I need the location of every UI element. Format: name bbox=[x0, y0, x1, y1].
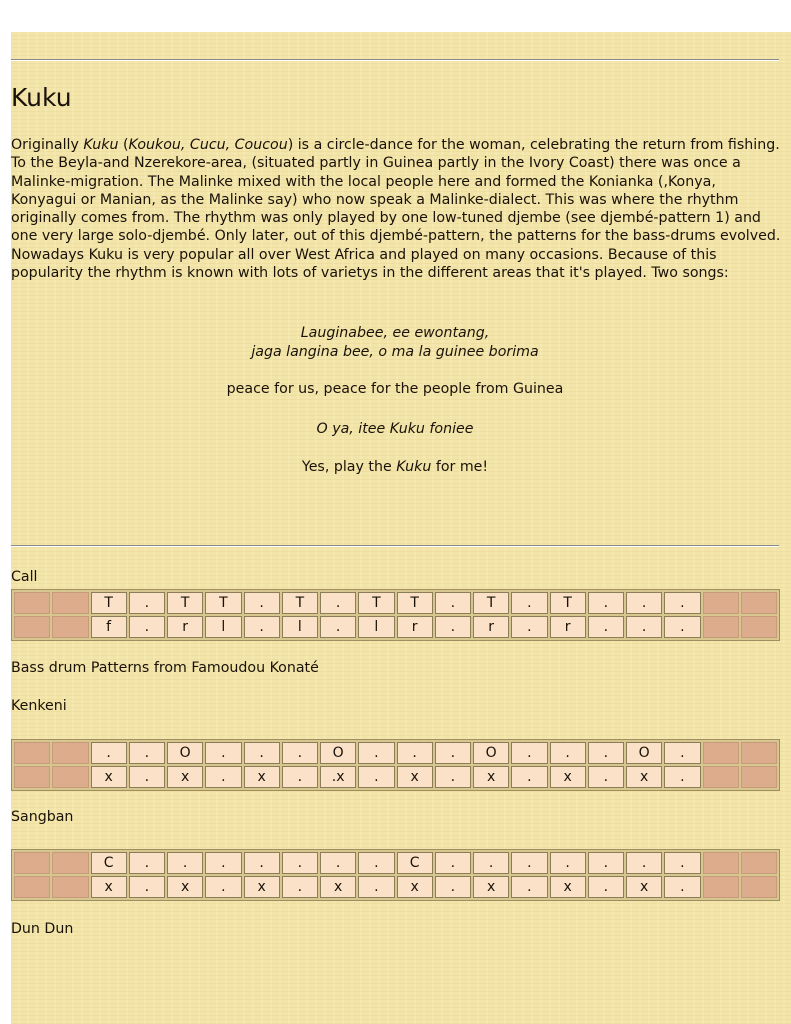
pattern-cell: T bbox=[205, 592, 241, 614]
left-margin bbox=[0, 0, 11, 1024]
pattern-cell: . bbox=[664, 876, 700, 898]
pattern-cell: . bbox=[397, 742, 433, 764]
pattern-cell: . bbox=[664, 766, 700, 788]
pattern-side-cell bbox=[703, 876, 739, 898]
pattern-cell: l bbox=[282, 616, 318, 638]
page-title: Kuku bbox=[11, 83, 72, 112]
pattern-cell: x bbox=[91, 766, 127, 788]
pattern-cell: . bbox=[282, 742, 318, 764]
pattern-cell: . bbox=[511, 592, 547, 614]
pattern-cell: . bbox=[435, 876, 471, 898]
pattern-cell: . bbox=[282, 766, 318, 788]
pattern-cell: . bbox=[664, 852, 700, 874]
pattern-side-cell bbox=[14, 592, 50, 614]
pattern-side-cell bbox=[741, 592, 777, 614]
pattern-cell: r bbox=[167, 616, 203, 638]
pattern-cell: x bbox=[626, 766, 662, 788]
pattern-cell: x bbox=[91, 876, 127, 898]
pattern-cell: . bbox=[550, 852, 586, 874]
pattern-cell: . bbox=[129, 742, 165, 764]
pattern-cell: . bbox=[588, 616, 624, 638]
pattern-cell: x bbox=[167, 876, 203, 898]
call-pattern-table bbox=[11, 589, 780, 641]
intro-paragraph-1: Originally Kuku (Koukou, Cucu, Coucou) is a circle-dance for the woman, celebrating the return from fishing. To the Beyla-and Nzerekore-area, (situated partly in Guinea partly in the Ivory Coast) there was once a Malinke-migration. The Malinke mixed with the local people here and formed the Konianka (,Konya, Konyagui or Manian, as the Malinke say) who now speak a Malinke-dialect. This was where the rhythm originally comes from. The rhythm was only played by one low-tuned djembe (see djembé-pattern 1) and one very large solo-djembé. Only later, out of this djembé-pattern, the patterns for the bass-drums evolved. bbox=[11, 137, 781, 245]
pattern-side-cell bbox=[14, 766, 50, 788]
pattern-cell: O bbox=[626, 742, 662, 764]
song-line-2: jaga langina bee, o ma la guinee borima bbox=[251, 344, 539, 360]
pattern-cell: x bbox=[320, 876, 356, 898]
pattern-cell: . bbox=[205, 742, 241, 764]
pattern-row bbox=[14, 616, 777, 638]
pattern-cell: x bbox=[473, 766, 509, 788]
pattern-side-cell bbox=[703, 742, 739, 764]
pattern-side-cell bbox=[741, 742, 777, 764]
bass-heading: Bass drum Patterns from Famoudou Konaté bbox=[11, 660, 319, 676]
sangban-label: Sangban bbox=[11, 809, 74, 825]
pattern-row bbox=[14, 766, 777, 788]
pattern-side-cell bbox=[52, 616, 88, 638]
pattern-cell: T bbox=[473, 592, 509, 614]
pattern-row bbox=[14, 592, 777, 614]
intro-text bbox=[11, 136, 783, 282]
pattern-cell: . bbox=[511, 766, 547, 788]
pattern-side-cell bbox=[52, 852, 88, 874]
pattern-side-cell bbox=[52, 592, 88, 614]
pattern-cell: . bbox=[244, 852, 280, 874]
pattern-cell: . bbox=[320, 616, 356, 638]
pattern-cell: . bbox=[91, 742, 127, 764]
pattern-cell: . bbox=[244, 592, 280, 614]
pattern-cell: . bbox=[244, 742, 280, 764]
kenkeni-pattern-table bbox=[11, 739, 780, 791]
pattern-side-cell bbox=[741, 876, 777, 898]
pattern-cell: . bbox=[511, 742, 547, 764]
pattern-cell: . bbox=[435, 852, 471, 874]
dundun-label: Dun Dun bbox=[11, 921, 74, 937]
pattern-cell: . bbox=[664, 616, 700, 638]
pattern-cell: T bbox=[397, 592, 433, 614]
kenkeni-label: Kenkeni bbox=[11, 698, 67, 714]
pattern-side-cell bbox=[14, 876, 50, 898]
pattern-cell: . bbox=[511, 852, 547, 874]
pattern-cell: x bbox=[167, 766, 203, 788]
pattern-cell: . bbox=[320, 592, 356, 614]
pattern-side-cell bbox=[741, 766, 777, 788]
song-line-4: O ya, itee Kuku foniee bbox=[316, 421, 474, 437]
pattern-cell: . bbox=[626, 852, 662, 874]
pattern-cell: . bbox=[664, 592, 700, 614]
pattern-cell: . bbox=[282, 852, 318, 874]
pattern-side-cell bbox=[703, 852, 739, 874]
pattern-cell: . bbox=[358, 876, 394, 898]
pattern-row bbox=[14, 742, 777, 764]
pattern-cell: T bbox=[358, 592, 394, 614]
pattern-cell: O bbox=[320, 742, 356, 764]
pattern-cell: . bbox=[435, 616, 471, 638]
pattern-cell: . bbox=[129, 616, 165, 638]
pattern-row bbox=[14, 876, 777, 898]
pattern-cell: . bbox=[435, 766, 471, 788]
pattern-cell: . bbox=[588, 592, 624, 614]
pattern-cell: . bbox=[626, 592, 662, 614]
pattern-side-cell bbox=[14, 852, 50, 874]
pattern-cell: l bbox=[358, 616, 394, 638]
pattern-cell: . bbox=[550, 742, 586, 764]
song-translation: peace for us, peace for the people from Guinea bbox=[226, 381, 564, 397]
intro-paragraph-2: Nowadays Kuku is very popular all over West Africa and played on many occasions. Because of this popularity the rhythm is known with lots of varietys in the different areas that it's played. Two songs: bbox=[11, 246, 729, 282]
pattern-cell: T bbox=[91, 592, 127, 614]
pattern-side-cell bbox=[703, 616, 739, 638]
pattern-side-cell bbox=[741, 852, 777, 874]
pattern-cell: O bbox=[167, 742, 203, 764]
pattern-cell: . bbox=[358, 742, 394, 764]
pattern-cell: . bbox=[358, 766, 394, 788]
pattern-cell: . bbox=[129, 876, 165, 898]
pattern-cell: . bbox=[167, 852, 203, 874]
pattern-cell: . bbox=[129, 766, 165, 788]
song-line-1: Lauginabee, ee ewontang, bbox=[300, 325, 490, 341]
pattern-cell: T bbox=[550, 592, 586, 614]
pattern-cell: T bbox=[282, 592, 318, 614]
pattern-cell: . bbox=[511, 876, 547, 898]
pattern-cell: x bbox=[550, 766, 586, 788]
pattern-side-cell bbox=[741, 616, 777, 638]
pattern-cell: C bbox=[397, 852, 433, 874]
pattern-side-cell bbox=[52, 876, 88, 898]
pattern-cell: . bbox=[129, 592, 165, 614]
horizontal-rule bbox=[11, 545, 779, 547]
pattern-side-cell bbox=[703, 592, 739, 614]
pattern-side-cell bbox=[14, 616, 50, 638]
pattern-cell: x bbox=[473, 876, 509, 898]
song-verse bbox=[11, 324, 779, 362]
pattern-cell: . bbox=[282, 876, 318, 898]
pattern-cell: . bbox=[588, 876, 624, 898]
pattern-cell: r bbox=[473, 616, 509, 638]
pattern-cell: . bbox=[588, 766, 624, 788]
pattern-cell: . bbox=[588, 742, 624, 764]
pattern-cell: f bbox=[91, 616, 127, 638]
song-line-5: Yes, play the Kuku for me! bbox=[301, 459, 489, 475]
pattern-cell: . bbox=[358, 852, 394, 874]
pattern-side-cell bbox=[52, 742, 88, 764]
pattern-cell: . bbox=[626, 616, 662, 638]
pattern-cell: . bbox=[244, 616, 280, 638]
pattern-cell: . bbox=[320, 852, 356, 874]
pattern-cell: . bbox=[664, 742, 700, 764]
pattern-cell: . bbox=[205, 766, 241, 788]
pattern-cell: . bbox=[511, 616, 547, 638]
pattern-cell: . bbox=[473, 852, 509, 874]
sangban-pattern-table bbox=[11, 849, 780, 901]
pattern-cell: x bbox=[244, 766, 280, 788]
pattern-cell: .x bbox=[320, 766, 356, 788]
horizontal-rule bbox=[11, 59, 779, 61]
pattern-cell: C bbox=[91, 852, 127, 874]
pattern-cell: . bbox=[205, 876, 241, 898]
pattern-row bbox=[14, 852, 777, 874]
pattern-cell: x bbox=[550, 876, 586, 898]
pattern-cell: . bbox=[435, 742, 471, 764]
pattern-cell: . bbox=[205, 852, 241, 874]
pattern-cell: O bbox=[473, 742, 509, 764]
call-label: Call bbox=[11, 569, 38, 585]
pattern-cell: r bbox=[397, 616, 433, 638]
pattern-cell: x bbox=[397, 766, 433, 788]
pattern-cell: . bbox=[435, 592, 471, 614]
pattern-cell: x bbox=[626, 876, 662, 898]
pattern-cell: . bbox=[129, 852, 165, 874]
pattern-cell: . bbox=[588, 852, 624, 874]
pattern-side-cell bbox=[14, 742, 50, 764]
pattern-cell: l bbox=[205, 616, 241, 638]
pattern-cell: x bbox=[397, 876, 433, 898]
pattern-cell: x bbox=[244, 876, 280, 898]
pattern-side-cell bbox=[52, 766, 88, 788]
pattern-cell: r bbox=[550, 616, 586, 638]
pattern-cell: T bbox=[167, 592, 203, 614]
pattern-side-cell bbox=[703, 766, 739, 788]
top-margin bbox=[0, 0, 791, 32]
